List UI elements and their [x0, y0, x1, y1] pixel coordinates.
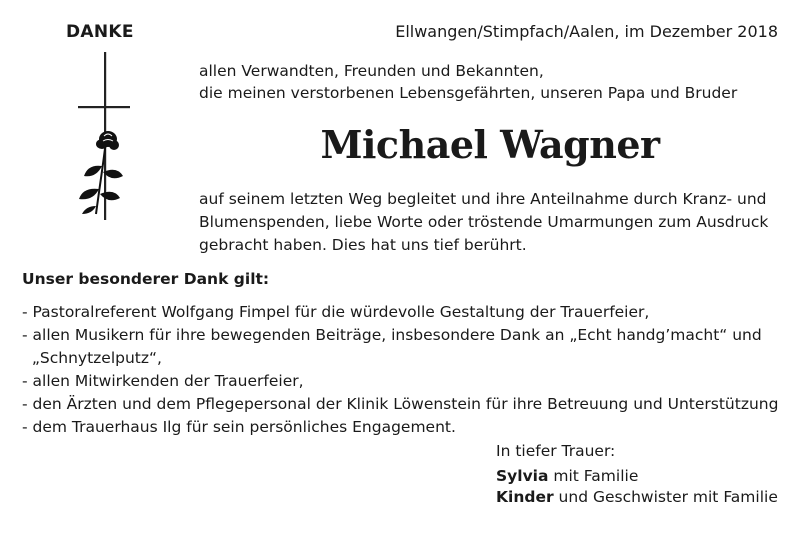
- body-line: auf seinem letzten Weg begleitet und ihre Anteilnahme durch Kranz- und: [199, 190, 767, 208]
- thanks-heading: Unser besonderer Dank gilt:: [22, 270, 270, 288]
- intro-line: die meinen verstorbenen Lebensgefährten, unseren Papa und Bruder: [199, 84, 738, 102]
- signature-rest: mit Familie: [548, 467, 639, 485]
- list-item: „Schnytzelputz“,: [22, 349, 162, 367]
- signature-line: [496, 488, 778, 506]
- signature-name: Sylvia: [496, 467, 549, 485]
- cross-with-rose-icon: [56, 44, 166, 224]
- list-item: - allen Mitwirkenden der Trauerfeier,: [22, 372, 304, 390]
- list-item: - den Ärzten und dem Pflegepersonal der Klinik Löwenstein für ihre Betreuung und Unterstützung: [22, 395, 779, 413]
- list-item: - dem Trauerhaus Ilg für sein persönliches Engagement.: [22, 418, 456, 436]
- thanks-list: [22, 301, 778, 439]
- place-date: Ellwangen/Stimpfach/Aalen, im Dezember 2018: [395, 22, 778, 41]
- list-item: - Pastoralreferent Wolfgang Fimpel für die würdevolle Gestaltung der Trauerfeier,: [22, 303, 650, 321]
- body-text: [199, 188, 768, 257]
- header-title: DANKE: [66, 22, 134, 42]
- signature-rest: und Geschwister mit Familie: [553, 488, 778, 506]
- body-line: gebracht haben. Dies hat uns tief berührt.: [199, 236, 527, 254]
- signature-name: Kinder: [496, 488, 554, 506]
- deceased-name: Michael Wagner: [320, 122, 660, 167]
- list-item: - allen Musikern für ihre bewegenden Beiträge, insbesondere Dank an „Echt handg’macht“ und: [22, 326, 762, 344]
- signature-heading: In tiefer Trauer:: [496, 442, 616, 460]
- intro-text: [199, 60, 737, 104]
- body-line: Blumenspenden, liebe Worte oder tröstende Umarmungen zum Ausdruck: [199, 213, 769, 231]
- signature-line: [496, 467, 638, 485]
- intro-line: allen Verwandten, Freunden und Bekannten,: [199, 62, 544, 80]
